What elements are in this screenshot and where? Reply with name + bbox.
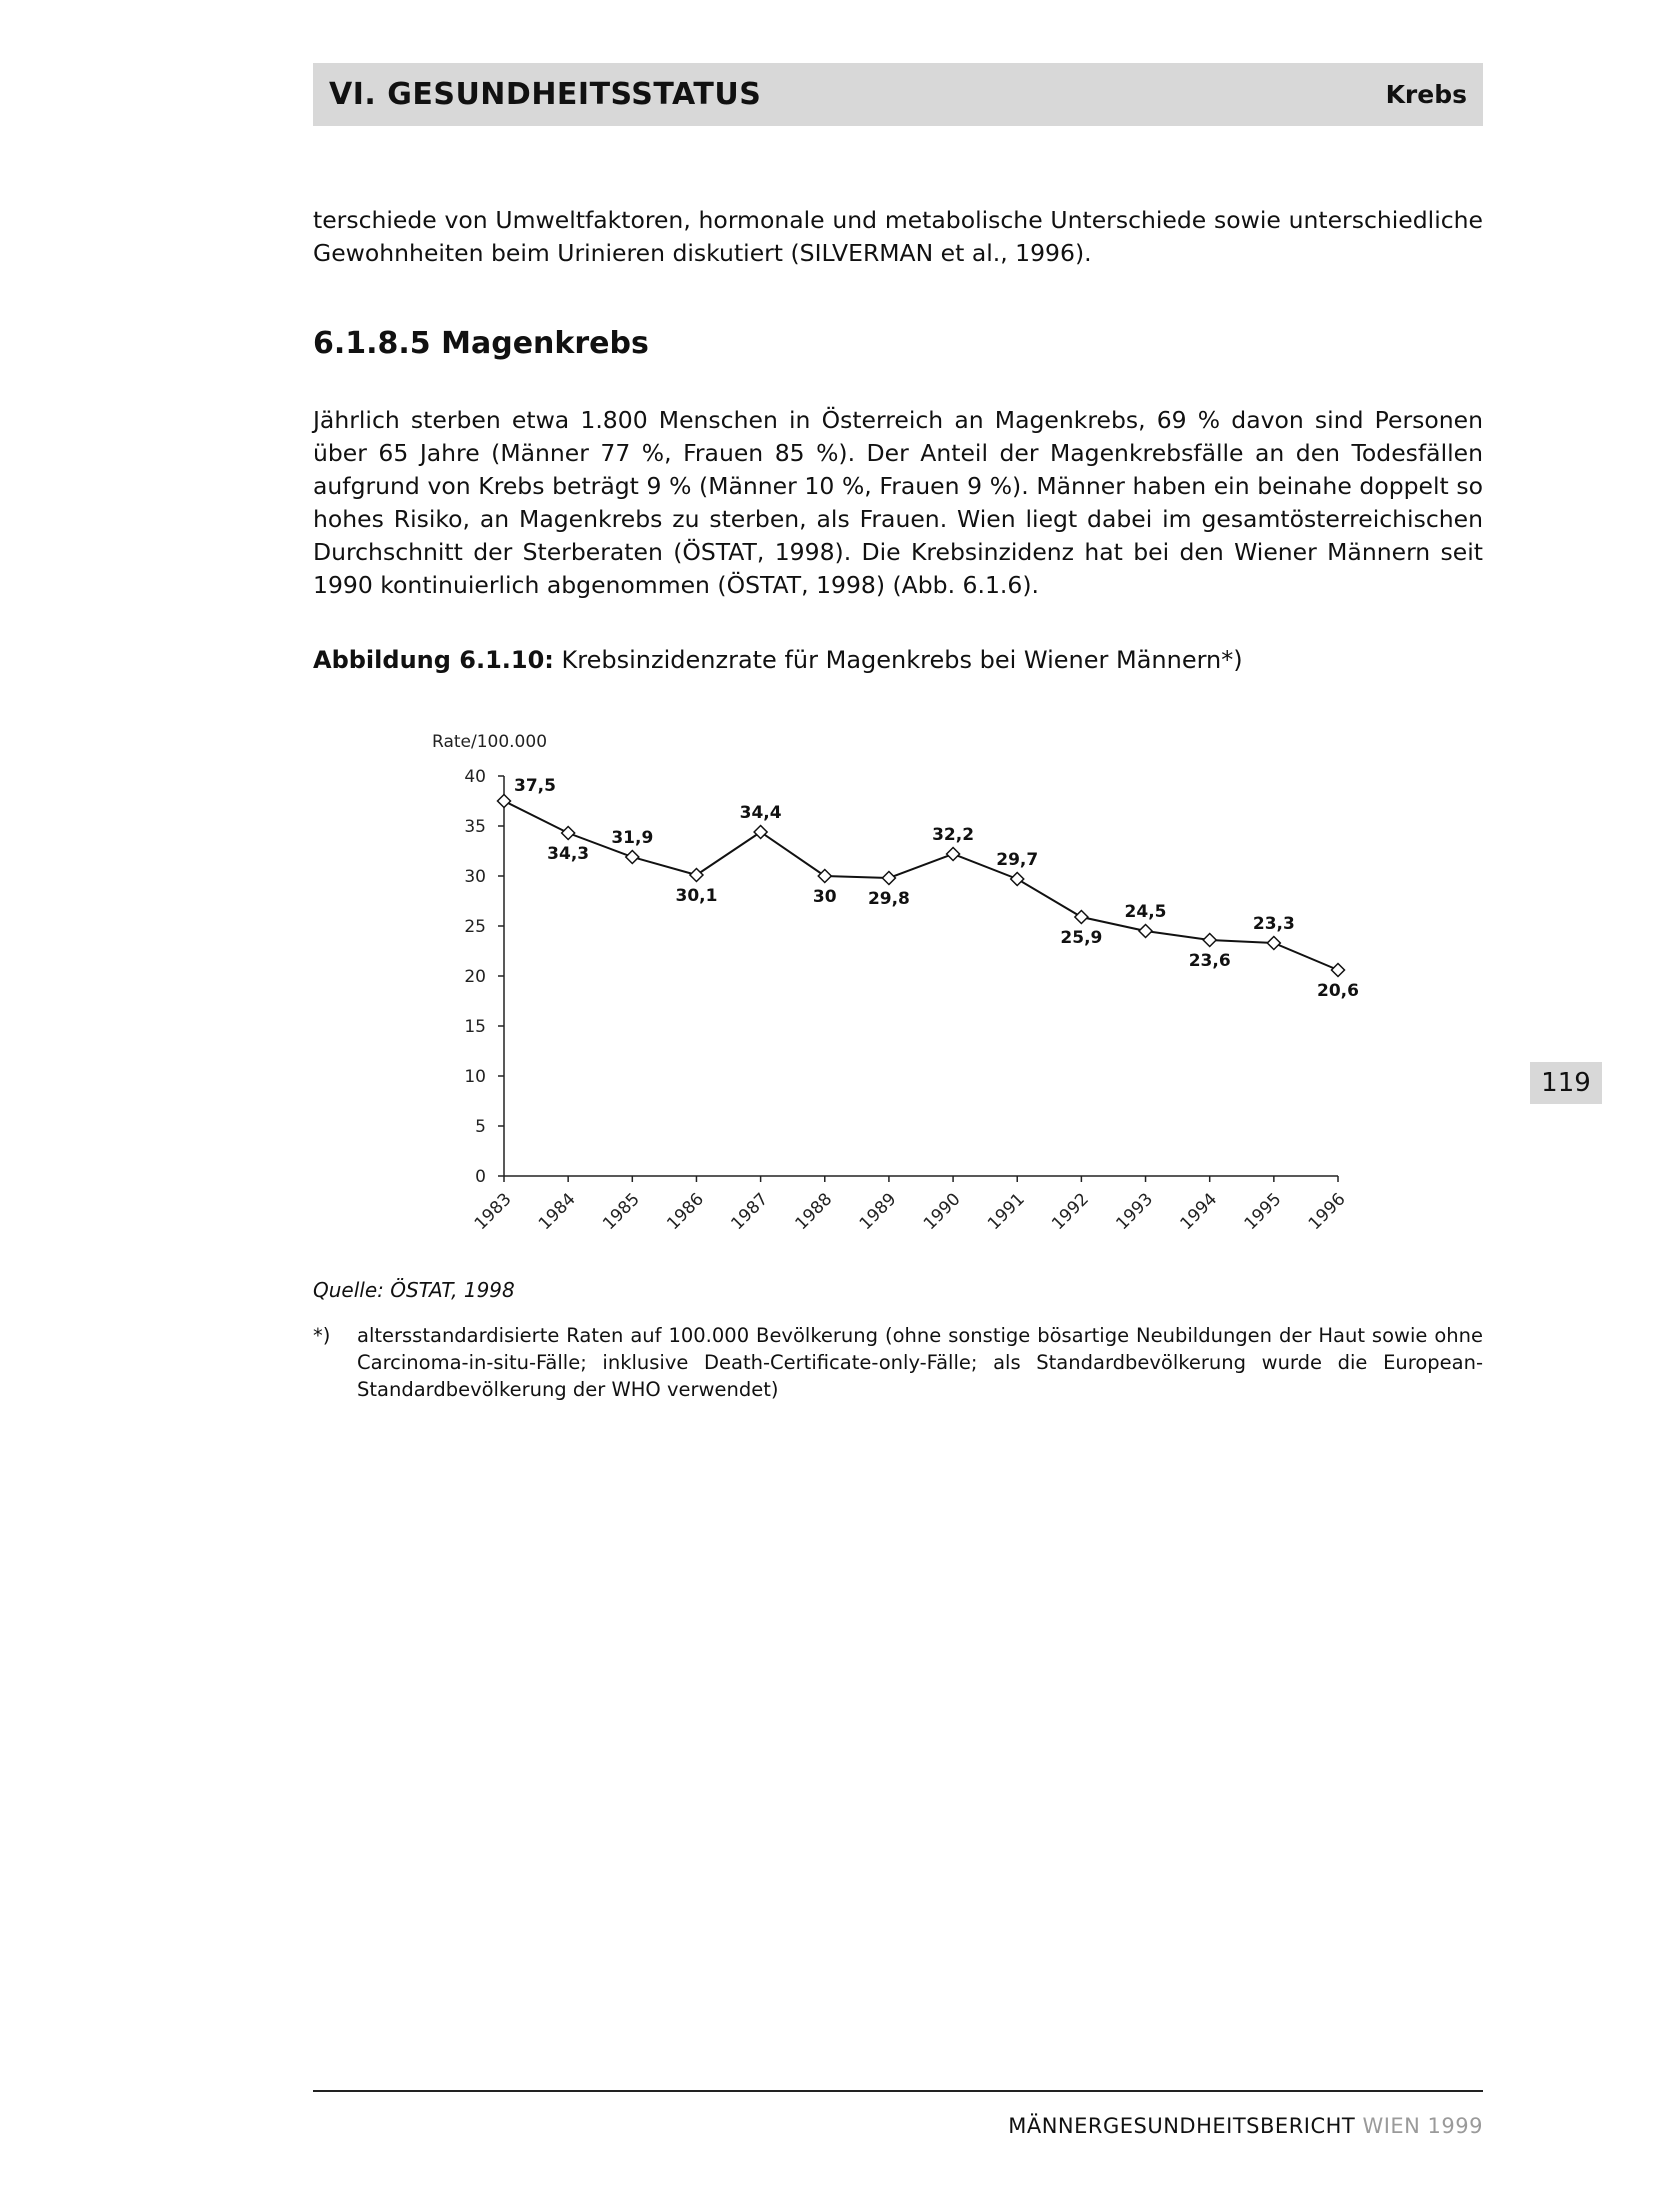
incidence-line-chart <box>420 720 1400 1250</box>
y-tick-label: 20 <box>464 967 486 987</box>
intro-paragraph: terschiede von Umweltfaktoren, hormonale und metabolische Unterschiede sowie unterschiedliche Gewohnheiten beim Urinieren diskutiert (SILVERMAN et al., 1996). <box>313 206 1483 267</box>
data-label: 25,9 <box>1060 928 1103 948</box>
data-label: 29,8 <box>867 889 910 909</box>
figure-caption <box>313 646 1243 674</box>
x-tick-label: 1996 <box>1304 1189 1350 1235</box>
data-point-marker <box>754 826 767 839</box>
header-bar <box>313 63 1483 126</box>
footer <box>1008 2114 1483 2138</box>
chart-axes <box>464 767 1349 1234</box>
data-point-marker <box>947 848 960 861</box>
x-tick-label: 1989 <box>855 1189 901 1235</box>
data-point-marker <box>818 870 831 883</box>
y-tick-label: 0 <box>475 1167 486 1187</box>
figure-caption-label: Abbildung 6.1.10: <box>313 646 554 674</box>
y-tick-label: 35 <box>464 817 486 837</box>
source-note: Quelle: ÖSTAT, 1998 <box>313 1278 515 1302</box>
data-point-marker <box>882 872 895 885</box>
x-tick-label: 1986 <box>663 1189 708 1235</box>
data-point-marker <box>1267 937 1280 950</box>
y-tick-label: 5 <box>475 1117 486 1137</box>
data-label: 29,7 <box>996 850 1039 870</box>
section-heading: 6.1.8.5 Magenkrebs <box>313 326 649 361</box>
data-label: 30 <box>812 887 837 907</box>
data-label: 34,3 <box>547 844 590 864</box>
data-point-marker <box>1332 964 1345 977</box>
data-label: 23,6 <box>1188 951 1231 971</box>
y-tick-label: 40 <box>464 767 486 787</box>
data-label: 37,5 <box>514 776 556 796</box>
data-label: 34,4 <box>739 803 782 823</box>
y-tick-label: 30 <box>464 867 486 887</box>
data-label: 30,1 <box>675 886 718 906</box>
x-tick-label: 1991 <box>984 1189 1029 1235</box>
x-tick-label: 1992 <box>1048 1189 1093 1235</box>
page-number: 119 <box>1530 1062 1602 1104</box>
footnote-text: altersstandardisierte Raten auf 100.000 Bevölkerung (ohne sonstige bösartige Neubildungen der Haut sowie ohne Carcinoma-in-situ-Fälle; inklusive Death-Certificate-only-Fälle; als Standardbevölkerung wurde die European-Standardbevölkerung der WHO verwendet) <box>357 1324 1483 1401</box>
y-tick-label: 15 <box>464 1017 486 1037</box>
y-tick-label: 25 <box>464 917 486 937</box>
data-point-marker <box>1203 934 1216 947</box>
x-tick-label: 1988 <box>791 1189 837 1235</box>
y-axis-label: Rate/100.000 <box>432 732 548 752</box>
chapter-title: VI. GESUNDHEITSSTATUS <box>329 77 762 112</box>
data-point-marker <box>690 869 703 882</box>
data-point-marker <box>626 851 639 864</box>
x-tick-label: 1990 <box>919 1189 965 1235</box>
data-label: 23,3 <box>1252 914 1295 934</box>
footnote-mark: *) <box>313 1324 331 1347</box>
x-tick-label: 1984 <box>534 1189 580 1235</box>
data-point-marker <box>1075 911 1088 924</box>
x-tick-label: 1983 <box>470 1189 516 1235</box>
footer-subtitle: WIEN 1999 <box>1355 2114 1483 2138</box>
x-tick-label: 1993 <box>1112 1189 1158 1235</box>
data-point-marker <box>1139 925 1152 938</box>
x-tick-label: 1985 <box>599 1189 644 1235</box>
x-tick-label: 1995 <box>1240 1189 1286 1235</box>
data-label: 20,6 <box>1317 981 1359 1001</box>
series-line <box>504 801 1338 970</box>
data-point-marker <box>498 795 511 808</box>
data-label: 24,5 <box>1124 902 1167 922</box>
data-label: 31,9 <box>611 828 654 848</box>
body-paragraph: Jährlich sterben etwa 1.800 Menschen in Österreich an Magenkrebs, 69 % davon sind Personen über 65 Jahre (Männer 77 %, Frauen 85 %). Der Anteil der Magenkrebsfälle an den Todesfällen aufgrund von Krebs beträgt 9 % (Männer 10 %, Frauen 9 %). Männer haben ein beinahe doppelt so hohes Risiko, an Magenkrebs zu sterben, als Frauen. Wien liegt dabei im gesamtösterreichischen Durchschnitt der Sterberaten (ÖSTAT, 1998). Die Krebsinzidenz hat bei den Wiener Männern seit 1990 kontinuierlich abgenommen (ÖSTAT, 1998) (Abb. 6.1.6). <box>313 406 1483 599</box>
data-point-marker <box>562 827 575 840</box>
data-label: 32,2 <box>932 825 975 845</box>
footer-divider <box>313 2090 1483 2092</box>
section-label: Krebs <box>1385 80 1467 109</box>
x-tick-label: 1987 <box>727 1189 773 1235</box>
footer-title: MÄNNERGESUNDHEITSBERICHT <box>1008 2114 1356 2138</box>
footnote <box>313 1322 1483 1403</box>
data-point-marker <box>1011 873 1024 886</box>
chart-series <box>498 776 1359 1001</box>
x-tick-label: 1994 <box>1176 1189 1222 1235</box>
y-tick-label: 10 <box>464 1067 486 1087</box>
figure-caption-text: Krebsinzidenzrate für Magenkrebs bei Wiener Männern*) <box>553 646 1243 674</box>
